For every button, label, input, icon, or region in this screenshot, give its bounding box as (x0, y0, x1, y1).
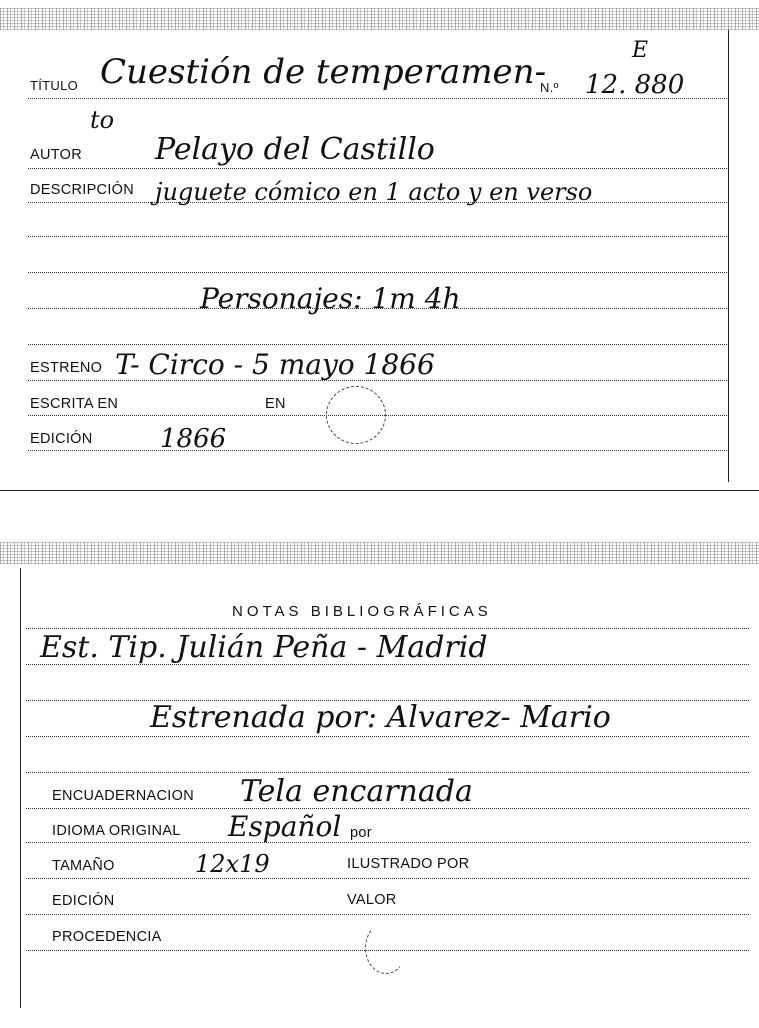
autor-value: Pelayo del Castillo (155, 132, 435, 167)
ruled-line (26, 914, 749, 915)
titulo-continuation: to (90, 106, 115, 134)
catalog-card-top (0, 0, 759, 495)
autor-label: AUTOR (30, 147, 82, 163)
ruled-line (26, 736, 749, 737)
ruled-line (26, 772, 749, 773)
card-top-edge (0, 542, 759, 564)
en-label: EN (265, 396, 286, 412)
titulo-value: Cuestión de temperamen- (100, 52, 547, 92)
card-bottom-rule (0, 490, 759, 491)
idioma-label: IDIOMA ORIGINAL (52, 823, 181, 839)
escrita-en-label: ESCRITA EN (30, 396, 119, 412)
card-left-edge (20, 568, 21, 1008)
edicion-label: EDICIÓN (30, 431, 93, 447)
tamano-value: 12x19 (195, 850, 270, 878)
numero-label: N.º (540, 80, 559, 95)
tamano-label: TAMAÑO (52, 858, 115, 874)
card-top-edge (0, 8, 759, 30)
edicion-value: 1866 (160, 424, 227, 454)
ilustrado-label: ILUSTRADO POR (347, 856, 470, 872)
idioma-value: Español (228, 810, 342, 843)
por-label: por (350, 825, 372, 841)
ruled-line (28, 236, 729, 237)
ruled-line (26, 842, 749, 843)
ruled-line (28, 344, 729, 345)
procedencia-label: PROCEDENCIA (52, 929, 162, 945)
nota-impresor: Est. Tip. Julián Peña - Madrid (40, 630, 488, 665)
nota-estrenada: Estrenada por: Alvarez- Mario (150, 700, 611, 735)
notas-heading: NOTAS BIBLIOGRÁFICAS (232, 603, 492, 620)
stamp-mark (365, 922, 407, 974)
personajes-value: Personajes: 1m 4h (200, 282, 461, 315)
descripcion-label: DESCRIPCIÓN (30, 182, 135, 198)
catalog-card-bottom (0, 530, 759, 1028)
numero-value: 12. 880 (585, 70, 685, 100)
estreno-value: T- Circo - 5 mayo 1866 (115, 348, 435, 381)
encuadernacion-value: Tela encarnada (240, 774, 473, 809)
ruled-line (28, 272, 729, 273)
numero-superscript: E (632, 38, 649, 63)
encuadernacion-label: ENCUADERNACION (52, 788, 194, 804)
edicion2-label: EDICIÓN (52, 893, 115, 909)
estreno-label: ESTRENO (30, 360, 103, 376)
descripcion-value: juguete cómico en 1 acto y en verso (155, 178, 593, 206)
ruled-line (26, 878, 749, 879)
ruled-line (28, 168, 729, 169)
valor-label: VALOR (347, 892, 397, 908)
ruled-line (26, 628, 749, 629)
titulo-label: TÍTULO (30, 78, 79, 93)
stamp-circle (326, 386, 386, 444)
ruled-line (28, 450, 729, 451)
